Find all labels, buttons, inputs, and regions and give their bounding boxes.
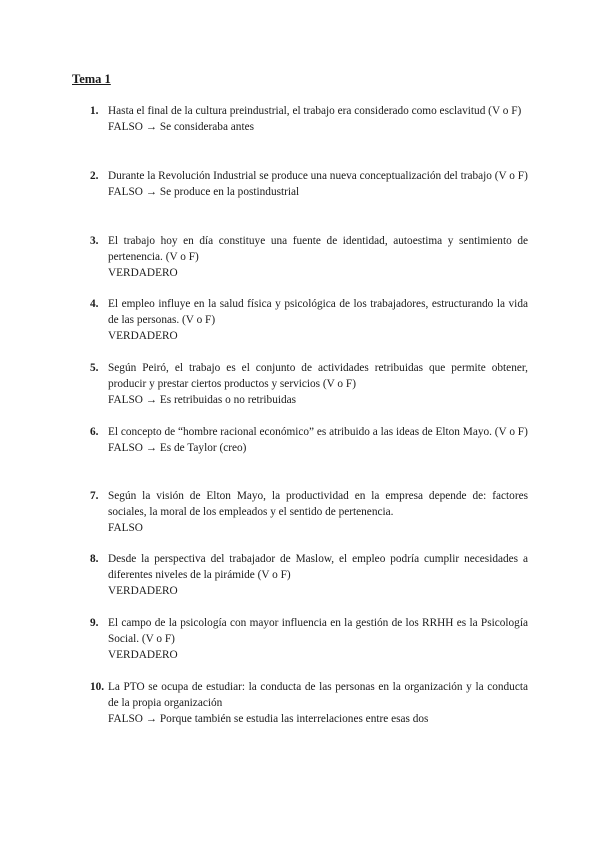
question-item: [90, 168, 528, 200]
question-answer: VERDADERO: [108, 585, 178, 598]
question-text: El campo de la psicología con mayor influencia en la gestión de los RRHH es la Psicología Social. (V o F): [108, 617, 528, 646]
question-answer: VERDADERO: [108, 330, 178, 343]
question-answer: FALSO → Porque también se estudia las interrelaciones entre esas dos: [108, 713, 429, 726]
question-item: [90, 551, 528, 600]
document-title: Tema 1: [72, 72, 111, 86]
question-text: El empleo influye en la salud física y psicológica de los trabajadores, estructurando la vida de las personas. (V o F): [108, 298, 528, 327]
question-item: [90, 679, 528, 728]
question-number: 7.: [90, 490, 99, 502]
question-number: 9.: [90, 617, 99, 629]
question-number: 3.: [90, 235, 99, 247]
question-item: [90, 103, 528, 135]
question-item: [90, 488, 528, 537]
question-number: 5.: [90, 362, 99, 374]
question-answer: VERDADERO: [108, 649, 178, 662]
question-answer: FALSO → Se produce en la postindustrial: [108, 186, 300, 199]
question-item: [90, 360, 528, 409]
question-item: [90, 233, 528, 282]
question-text: La PTO se ocupa de estudiar: la conducta de las personas en la organización y la conducta de la propia organización: [108, 681, 528, 710]
question-item: [90, 296, 528, 345]
question-answer: FALSO: [108, 522, 143, 535]
question-answer: FALSO → Es de Taylor (creo): [108, 442, 247, 455]
question-answer: FALSO → Es retribuidas o no retribuidas: [108, 394, 297, 407]
question-text: Hasta el final de la cultura preindustrial, el trabajo era considerado como esclavitud (V o F): [108, 105, 522, 117]
question-text: Durante la Revolución Industrial se produce una nueva conceptualización del trabajo (V o F): [108, 170, 528, 182]
question-number: 1.: [90, 105, 99, 117]
question-number: 8.: [90, 553, 99, 565]
question-text: El concepto de “hombre racional económico” es atribuido a las ideas de Elton Mayo. (V o F): [108, 426, 528, 438]
question-number: 4.: [90, 298, 99, 310]
question-text: El trabajo hoy en día constituye una fuente de identidad, autoestima y sentimiento de pertenencia. (V o F): [108, 235, 528, 264]
question-number: 2.: [90, 170, 99, 182]
question-text: Según Peiró, el trabajo es el conjunto de actividades retribuidas que permite obtener, producir y prestar ciertos productos y servicios (V o F): [108, 362, 528, 391]
question-answer: VERDADERO: [108, 267, 178, 280]
question-item: [90, 615, 528, 664]
question-answer: FALSO → Se consideraba antes: [108, 121, 254, 134]
question-text: Según la visión de Elton Mayo, la productividad en la empresa depende de: factores sociales, la moral de los empleados y el sentido de pertenencia.: [108, 490, 528, 519]
question-number: 10.: [90, 681, 105, 693]
question-item: [90, 424, 528, 456]
question-number: 6.: [90, 426, 99, 438]
question-text: Desde la perspectiva del trabajador de Maslow, el empleo podría cumplir necesidades a diferentes niveles de la pirámide (V o F): [108, 553, 528, 582]
